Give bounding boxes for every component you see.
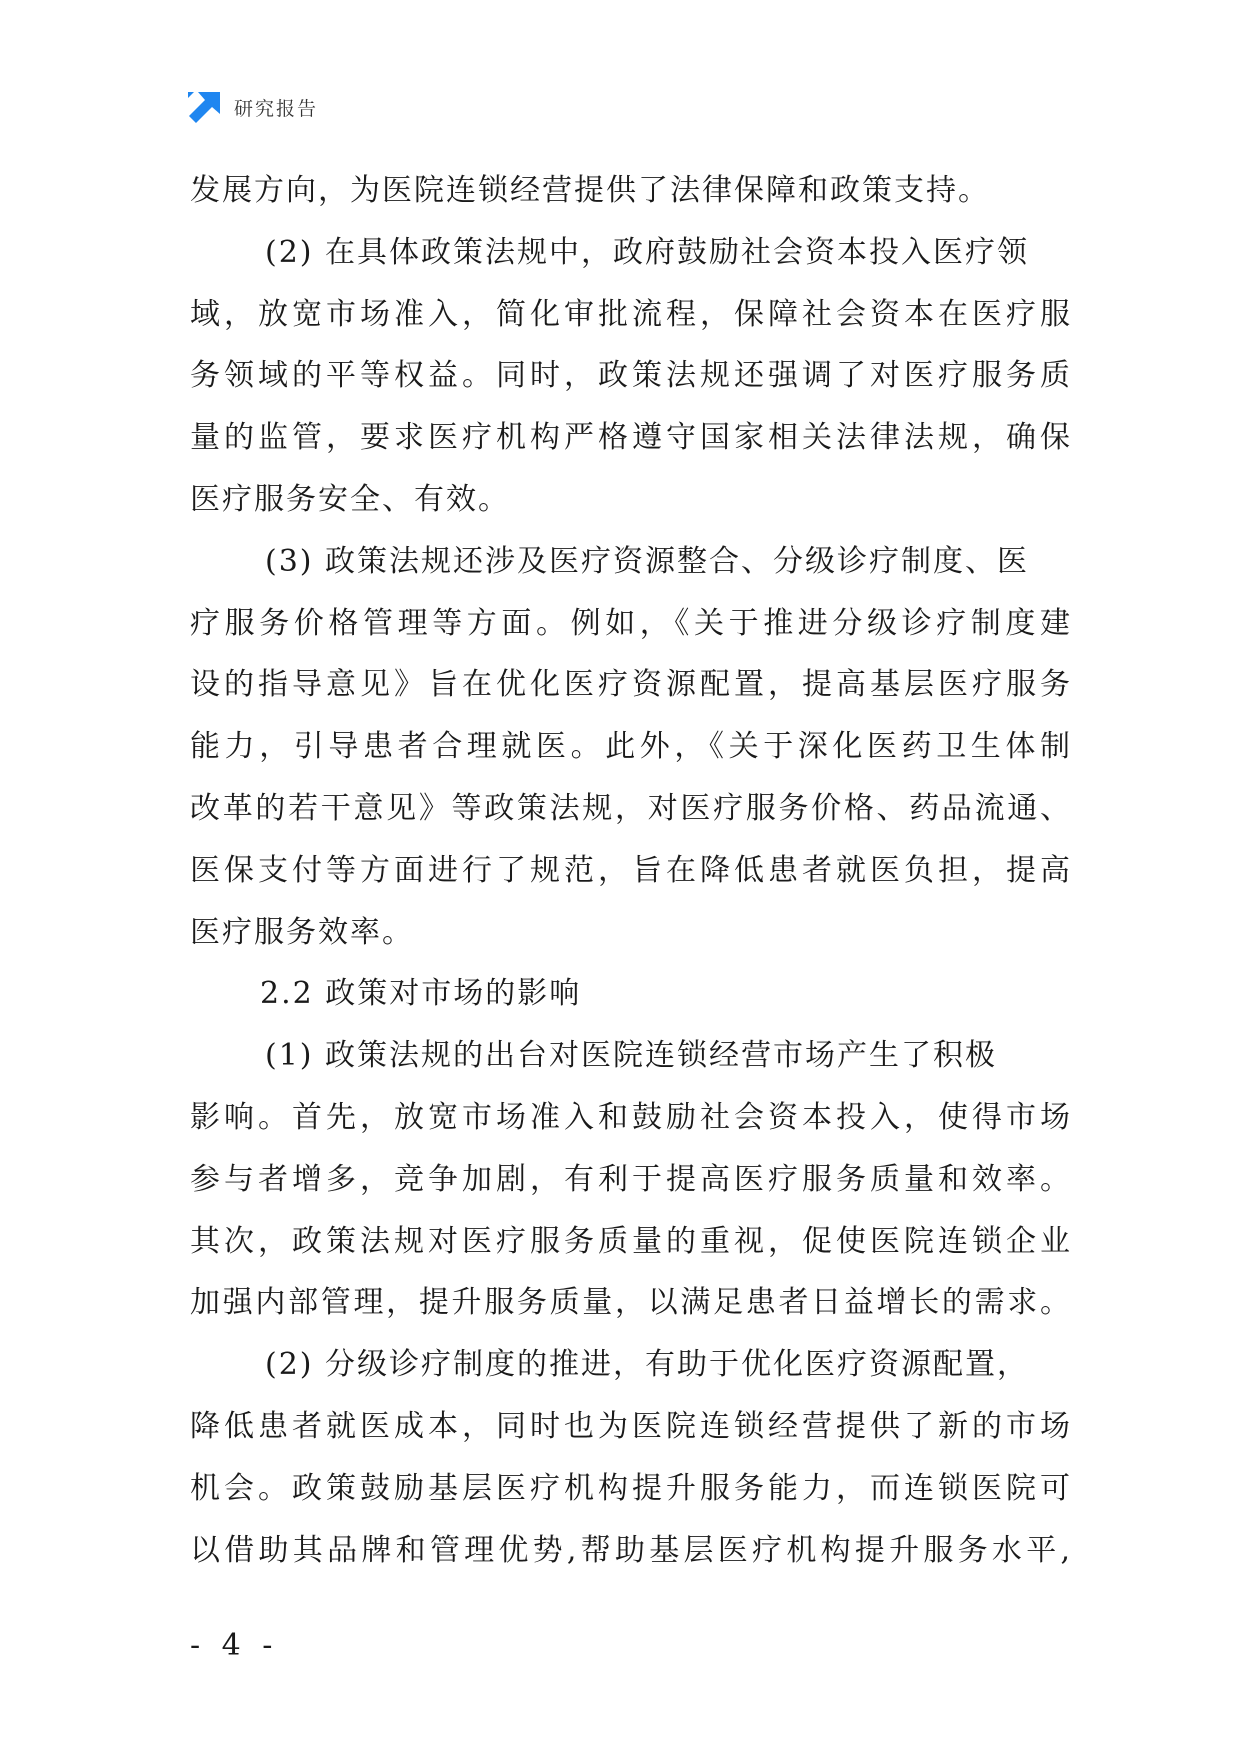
report-header	[188, 90, 318, 124]
paragraph-line: 医保支付等方面进行了规范，旨在降低患者就医负担，提高	[190, 852, 1070, 888]
paragraph-line: (2) 分级诊疗制度的推进，有助于优化医疗资源配置，	[265, 1347, 1030, 1383]
paragraph-line: 医疗服务安全、有效。	[190, 481, 510, 517]
paragraph-line: 其次，政策法规对医疗服务质量的重视，促使医院连锁企业	[190, 1223, 1070, 1259]
paragraph-line: 疗服务价格管理等方面。例如，《关于推进分级诊疗制度建	[190, 605, 1070, 641]
paragraph-line: 量的监管，要求医疗机构严格遵守国家相关法律法规，确保	[190, 420, 1070, 456]
paragraph-line: 以借助其品牌和管理优势,帮助基层医疗机构提升服务水平,	[190, 1532, 1070, 1568]
section-heading: 2.2 政策对市场的影响	[260, 976, 582, 1012]
paragraph-line: (2) 在具体政策法规中，政府鼓励社会资本投入医疗领	[265, 234, 1030, 270]
paragraph-line: 医疗服务效率。	[190, 914, 414, 950]
arrow-up-right-icon	[188, 90, 222, 124]
paragraph-line: 加强内部管理，提升服务质量，以满足患者日益增长的需求。	[190, 1285, 1070, 1321]
paragraph-line: 影响。首先，放宽市场准入和鼓励社会资本投入，使得市场	[190, 1099, 1070, 1135]
paragraph-line: 域，放宽市场准入，简化审批流程，保障社会资本在医疗服	[190, 296, 1070, 332]
paragraph-line: 能力，引导患者合理就医。此外，《关于深化医药卫生体制	[190, 729, 1070, 765]
paragraph-line: (1) 政策法规的出台对医院连锁经营市场产生了积极	[265, 1038, 998, 1074]
paragraph-line: 改革的若干意见》等政策法规，对医疗服务价格、药品流通、	[190, 790, 1070, 826]
paragraph-line: 降低患者就医成本，同时也为医院连锁经营提供了新的市场	[190, 1408, 1070, 1444]
document-body	[190, 160, 1070, 1581]
paragraph-line: 务领域的平等权益。同时，政策法规还强调了对医疗服务质	[190, 358, 1070, 394]
paragraph-line: (3) 政策法规还涉及医疗资源整合、分级诊疗制度、医	[265, 543, 1030, 579]
paragraph-line: 设的指导意见》旨在优化医疗资源配置，提高基层医疗服务	[190, 667, 1070, 703]
paragraph-line: 机会。政策鼓励基层医疗机构提升服务能力，而连锁医院可	[190, 1470, 1070, 1506]
page-number: - 4 -	[190, 1628, 279, 1663]
paragraph-line: 发展方向，为医院连锁经营提供了法律保障和政策支持。	[190, 173, 990, 208]
header-title: 研究报告	[234, 97, 319, 120]
paragraph-line: 参与者增多，竞争加剧，有利于提高医疗服务质量和效率。	[190, 1161, 1070, 1197]
